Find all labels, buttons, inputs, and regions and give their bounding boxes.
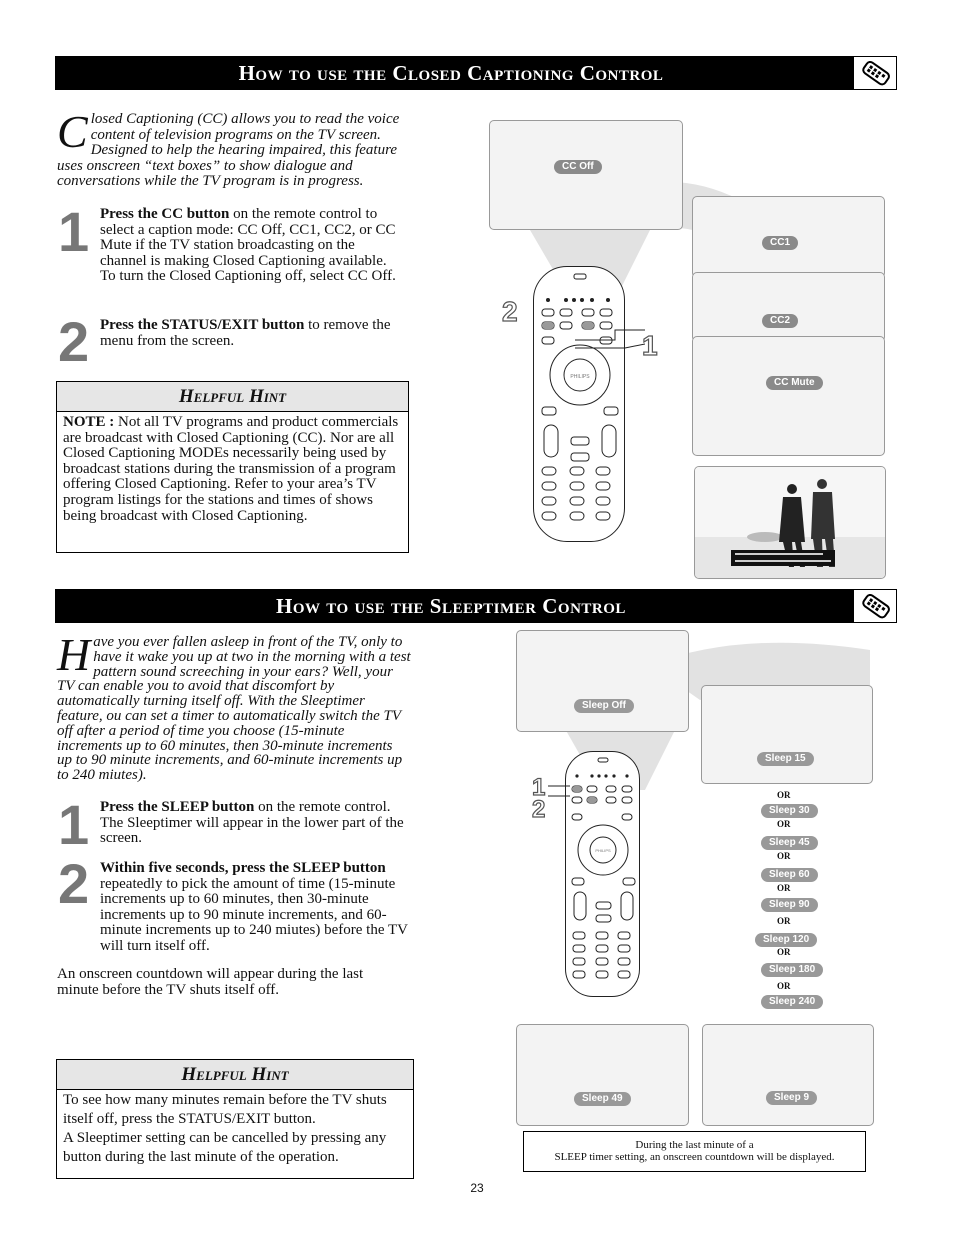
remote-icon bbox=[853, 56, 897, 90]
sleep-option-60: Sleep 60 bbox=[761, 868, 818, 882]
sleep-countdown-49: Sleep 49 bbox=[574, 1092, 631, 1106]
cc-screen-cc2 bbox=[692, 272, 885, 342]
cc-callout-1: 1 bbox=[642, 330, 658, 361]
sleep-step-2-number: 2 bbox=[58, 852, 90, 915]
cc-step-2-number: 2 bbox=[58, 310, 90, 373]
sleep-countdown-screen-2 bbox=[702, 1024, 874, 1126]
sleep-note-line-2: SLEEP timer setting, an onscreen countdown will be displayed. bbox=[554, 1151, 835, 1163]
cc-step-1-text bbox=[100, 207, 405, 285]
sleep-callout-lines bbox=[548, 782, 578, 802]
or-label: OR bbox=[777, 981, 791, 991]
or-label: OR bbox=[777, 851, 791, 861]
sleep-intro-text: ave you ever fallen asleep in front of the TV, only to have it wake you up at two in the morning with a test pattern sound screeching in your ears? Well, your TV can enable you to avoid that discomfort by automatically turning itself off. With the Sleeptimer feature, ou can set a timer to automatically switch the TV off after a period of time you choose (15-minute increments up to 60 minutes, then 30-minute increments up to 90 minute increments, and 60-minute increments up to 240 miutes). bbox=[57, 634, 411, 784]
sleep-step-2-body: repeatedly to pick the amount of time (15-minute increments up to 60 minutes, then 30-minute increments up to 90 minute increments, and 60-minute increments up to 240 miutes) before the TV will turn itself off. bbox=[100, 875, 408, 954]
sleep-option-30: Sleep 30 bbox=[761, 804, 818, 818]
sleep-callout-1: 1 bbox=[532, 774, 546, 801]
cc-step-1-body: on the remote control to select a caption mode: CC Off, CC1, CC2, or CC Mute if the TV station broadcasting on the channel is making Closed Captioning available. To turn the Closed Captioning off, select CC Off. bbox=[100, 206, 396, 285]
cc-hint-text: Not all TV programs and product commercials are broadcast with Closed Captioning (CC). Nor are all Closed Captioning MODEs necessarily being used by broadcast stations during the transmission of a program offering Closed Captioning. Refer to your area’s TV program listings for the stations and times of shows being broadcast with Closed Captioning. bbox=[63, 414, 399, 524]
cc-mute-label: CC Mute bbox=[766, 376, 823, 390]
sleep-step-2-bold: Within five seconds, press the SLEEP button bbox=[100, 860, 386, 876]
cc-section-title: How to use the Closed Captioning Control bbox=[238, 61, 664, 85]
or-label: OR bbox=[777, 883, 791, 893]
sleep-step-1-body: on the remote control. The Sleeptimer will appear in the lower part of the screen. bbox=[100, 799, 404, 847]
cc-off-label: CC Off bbox=[554, 160, 602, 174]
sleep-intro bbox=[57, 629, 411, 784]
cc1-label: CC1 bbox=[762, 236, 798, 250]
cc-hint-title: Helpful Hint bbox=[57, 382, 408, 412]
sleep-hint-text-1: To see how many minutes remain before the TV shuts itself off, press the STATUS/EXIT button. bbox=[63, 1092, 387, 1127]
sleep-screen-off bbox=[516, 630, 689, 732]
or-label: OR bbox=[777, 947, 791, 957]
cc-step-1-number: 1 bbox=[58, 200, 90, 263]
sleep-helpful-hint bbox=[56, 1059, 414, 1179]
or-label: OR bbox=[777, 916, 791, 926]
sleep-step-2-text bbox=[100, 861, 412, 955]
cc-screen-mute bbox=[692, 336, 885, 456]
sleep-hint-text-2: A Sleeptimer setting can be cancelled by pressing any button during the last minute of the operation. bbox=[63, 1130, 387, 1165]
cc-hint-note-label: NOTE : bbox=[63, 414, 115, 430]
sleep-screen-options bbox=[701, 685, 873, 784]
cc-intro-text: losed Captioning (CC) allows you to read the voice content of television programs on the TV screen. Designed to help the hearing impaired, this feature uses onscreen “text boxes” to show dialogue and conversations while the TV program is in progress. bbox=[57, 111, 400, 190]
cc-hint-body bbox=[57, 412, 408, 527]
sleep-option-180: Sleep 180 bbox=[761, 963, 823, 977]
cc-helpful-hint bbox=[56, 381, 409, 553]
sleep-option-15: Sleep 15 bbox=[757, 752, 814, 766]
sleep-step-1-text bbox=[100, 800, 412, 847]
cc-screen-off bbox=[489, 120, 683, 230]
remote-icon bbox=[853, 589, 897, 623]
sleep-off-label: Sleep Off bbox=[574, 699, 634, 713]
cc-step-2-text bbox=[100, 318, 405, 349]
cc-callout-2: 2 bbox=[502, 296, 518, 327]
sleep-dropcap: H bbox=[57, 629, 91, 680]
sleep-hint-title: Helpful Hint bbox=[57, 1060, 413, 1090]
page-number: 23 bbox=[470, 1181, 484, 1195]
cc-dropcap: C bbox=[57, 106, 88, 157]
sleep-step-1-number: 1 bbox=[58, 793, 90, 856]
cc-section-header bbox=[55, 56, 897, 90]
sleep-countdown-screen-1 bbox=[516, 1024, 689, 1126]
sleep-callout-2: 2 bbox=[532, 796, 546, 823]
sleep-note-line-1: During the last minute of a bbox=[635, 1139, 754, 1151]
sleep-countdown-9: Sleep 9 bbox=[766, 1091, 817, 1105]
cc-intro bbox=[57, 106, 409, 190]
sleep-step-1-bold: Press the SLEEP button bbox=[100, 799, 255, 815]
cc-remote-brand: PHILIPS bbox=[570, 374, 590, 380]
sleep-remote-brand: PHILIPS bbox=[595, 848, 611, 853]
sleep-option-240: Sleep 240 bbox=[761, 995, 823, 1009]
cc-step-2-bold: Press the STATUS/EXIT button bbox=[100, 317, 305, 333]
cc-step-2-body: to remove the menu from the screen. bbox=[100, 317, 391, 349]
sleep-option-120: Sleep 120 bbox=[755, 933, 817, 947]
sleep-section-title: How to use the Sleeptimer Control bbox=[276, 594, 626, 618]
sleep-section-header bbox=[55, 589, 897, 623]
or-label: OR bbox=[777, 819, 791, 829]
cc-callout-lines bbox=[575, 326, 645, 356]
cc2-label: CC2 bbox=[762, 314, 798, 328]
or-label: OR bbox=[777, 790, 791, 800]
sleep-option-90: Sleep 90 bbox=[761, 898, 818, 912]
sleep-countdown-text: An onscreen countdown will appear during the last minute before the TV shuts itself off. bbox=[57, 966, 364, 998]
sleep-countdown-note bbox=[523, 1131, 866, 1172]
cc-step-1-bold: Press the CC button bbox=[100, 206, 230, 222]
cc-remote-control bbox=[533, 266, 625, 542]
sleep-option-45: Sleep 45 bbox=[761, 836, 818, 850]
cc-example-photo bbox=[694, 466, 886, 579]
sleep-hint-body bbox=[57, 1090, 413, 1170]
